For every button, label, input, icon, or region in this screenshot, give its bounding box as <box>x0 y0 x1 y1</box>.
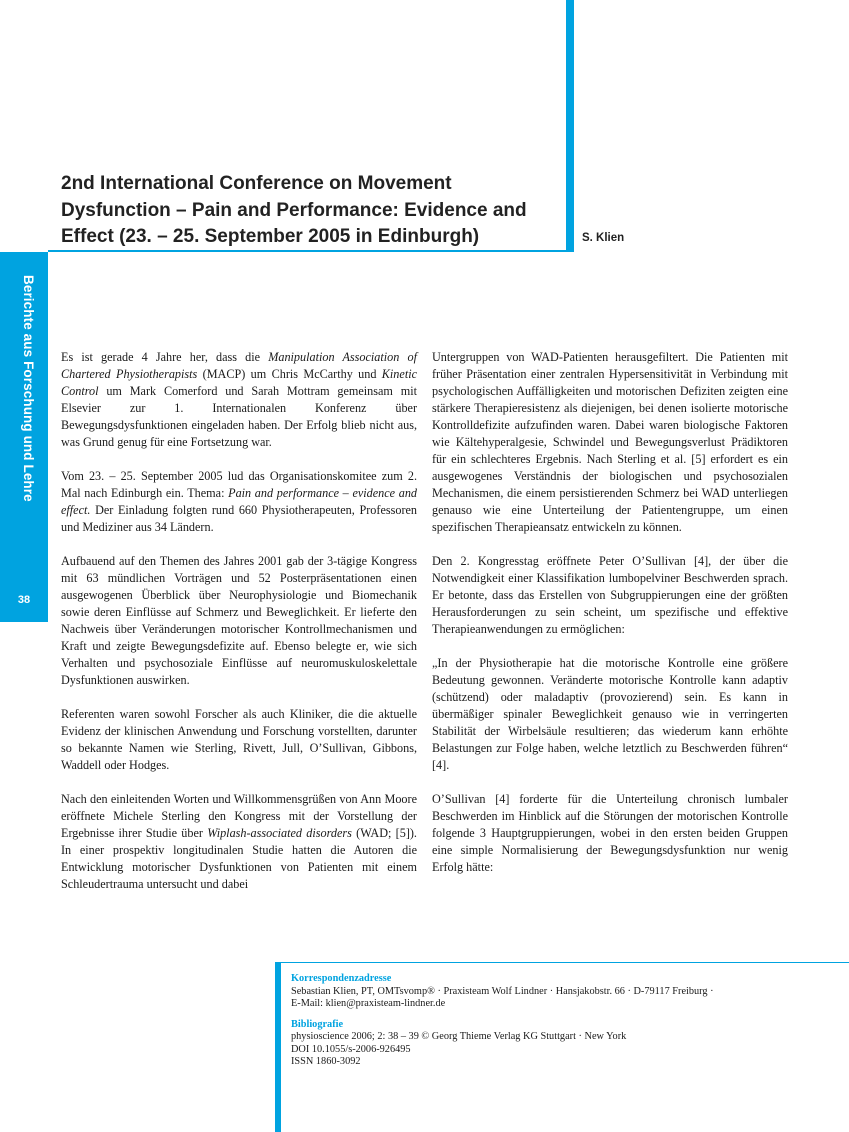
bibliography-doi: DOI 10.1055/s-2006-926495 <box>291 1043 411 1055</box>
title-line: 2nd International Conference on Movement <box>61 173 452 194</box>
text-run: Aufbauend auf den Themen des Jahres 2001 gab der 3-tägige Kongress mit 63 mündlichen Vorträgen und 52 Posterpräsentationen einen ausgewogenen Überblick über Neurophysiologie und Biomechanik sowie deren Einflüsse auf Schmerz und Beweglichkeit. Er lieferte den Nachweis über Veränderungen motorischer Kontrollmechanismen und Kraft und zeigte Bewegungsdefizite auf. Ebenso belegte er, wie sich Verhalten und psychosoziale Einflüsse auf neuromuskuloskelettale Dysfunktionen auswirken. <box>61 554 417 687</box>
body-paragraph <box>432 655 788 774</box>
title-line: Effect (23. – 25. September 2005 in Edinburgh) <box>61 226 480 247</box>
bibliography-issn: ISSN 1860-3092 <box>291 1056 361 1067</box>
text-run: um Mark Comerford und Sarah Mottram gemeinsam mit Elsevier zur 1. Internationalen Konferenz über Bewegungsdysfunktionen eingeladen haben. Der Erfolg blieb nicht aus, was Grund genug für eine Fortsetzung war. <box>61 384 417 449</box>
title-line: Dysfunction – Pain and Performance: Evidence and <box>61 199 527 221</box>
body-paragraph <box>432 553 788 638</box>
body-paragraph <box>61 553 417 689</box>
text-run: Der Einladung folgten rund 660 Physiotherapeuten, Professoren und Mediziner aus 34 Ländern. <box>61 503 417 534</box>
italic-term: Wiplash-associated disorders <box>207 826 352 840</box>
body-paragraph <box>61 706 417 774</box>
author-name: S. Klien <box>582 232 625 244</box>
correspondence-section <box>291 973 849 1011</box>
italic-term: Pain and performance – evidence and effect. <box>61 486 418 517</box>
bibliography-citation: physioscience 2006; 2: 38 – 39 © Georg Thieme Verlag KG Stuttgart · New York <box>291 1031 627 1042</box>
text-run: (WAD; [5]). In einer prospektiv longitudinalen Studie hatten die Autoren die Entwicklung motorischer Dysfunktionen von Patienten mit einem Schleudertrauma untersucht und dabei <box>61 826 417 891</box>
text-run: „In der Physiotherapie hat die motorische Kontrolle eine größere Bedeutung gewonnen. Veränderte motorische Kontrolle kann adaptiv (schützend) oder maladaptiv (provozierend) sein. Es kann in übermäßiger spinaler Beweglichkeit genauso wie in verringerten Stabilität der Wirbelsäule resultieren; das wiederum kann erhöhte Belastungen zur Folge haben, welche letztlich zu Beschwerden führen“ [4]. <box>432 656 788 772</box>
text-run: Nach den einleitenden Worten und Willkommensgrüßen von Ann Moore eröffnete Michele Sterling den Kongress mit der Vorstellung der Ergebnisse ihrer Studie über <box>61 792 417 840</box>
correspondence-email: E-Mail: klien@praxisteam-lindner.de <box>291 998 446 1009</box>
bibliography-section <box>291 1019 849 1069</box>
correspondence-address: Sebastian Klien, PT, OMTsvomp® · Praxisteam Wolf Lindner · Hansjakobstr. 66 · D-79117 Freiburg · <box>291 985 714 997</box>
body-paragraph <box>61 791 417 893</box>
text-run: Es ist gerade 4 Jahre her, dass die <box>61 350 269 364</box>
text-run: Untergruppen von WAD-Patienten herausgefiltert. Die Patienten mit früher Präsentation einer zentralen Hypersensitivität in Verbindung mit psychologischen Auffälligkeiten und motorischen Defiziten zeigten eine stärkere Therapieresistenz als diejenigen, bei denen isolierte motorische Kontrolldefizite aufzufinden waren. Dabei waren biologische Faktoren wie Kältehyperalgesie, Schwindel und Bewegungsverlust Prädiktoren für ein schlechteres Ergebnis. Nach Sterling et al. [5] erfordert es ein ausgewogenes Verständnis der biologischen und psychosozialen Mechanismen, die einem persistierenden Schmerz bei WAD unterliegen genauso wie eine Unterteilung der Patientengruppe, um einen spezifischen Therapieansatz entwickeln zu können. <box>432 350 788 534</box>
correspondence-box <box>275 962 849 1132</box>
page-number: 38 <box>17 594 31 606</box>
body-column-left <box>61 349 417 910</box>
italic-term: Manipulation Association of Chartered Physiotherapists <box>61 350 417 381</box>
text-run: Referenten waren sowohl Forscher als auch Kliniker, die die aktuelle Evidenz der klinischen Anwendung und Forschung vorstellten, darunter so bekannte Namen wie Sterling, Rivett, Jull, O’Sullivan, Gibbons, Waddell oder Hodges. <box>61 707 417 772</box>
body-paragraph <box>432 791 788 876</box>
body-column-right <box>432 349 788 893</box>
body-paragraph <box>61 349 417 451</box>
text-run: O’Sullivan [4] forderte für die Unterteilung chronisch lumbaler Beschwerden im Hinblick auf die Störungen der motorischen Kontrolle folgende 3 Hauptgruppierungen, wobei in den ersten beiden Gruppen eine simple Normalisierung der Bewegungsdysfunktion nur wenig Erfolg hätte: <box>432 792 788 874</box>
correspondence-heading: Korrespondenzadresse <box>291 973 392 984</box>
text-run: (MACP) um Chris McCarthy und <box>197 367 382 381</box>
text-run: Vom 23. – 25. September 2005 lud das Organisationskomitee zum 2. Mal nach Edinburgh ein. Thema: <box>61 469 417 500</box>
bibliography-heading: Bibliografie <box>291 1018 344 1030</box>
text-run: Den 2. Kongresstag eröffnete Peter O’Sullivan [4], der über die Notwendigkeit einer Klassifikation lumbopelviner Beschwerden sprach. Er betonte, dass das Erstellen von Subgruppierungen eine der größten Herausforderungen zu sein scheint, um spezifische und effektive Therapieanwendungen zu ermöglichen: <box>432 554 788 636</box>
body-paragraph <box>432 349 788 536</box>
article-title <box>61 171 561 251</box>
body-paragraph <box>61 468 417 536</box>
section-label: Berichte aus Forschung und Lehre <box>21 275 36 502</box>
accent-vertical-bar <box>566 0 574 252</box>
italic-term: Kinetic Control <box>61 367 417 398</box>
